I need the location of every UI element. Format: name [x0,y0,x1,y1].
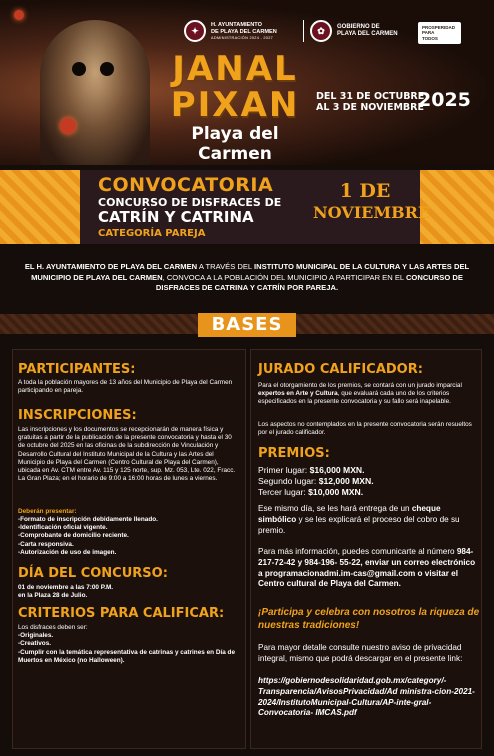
cheque-text [258,504,478,536]
criterios-title: CRITERIOS PARA CALIFICAR: [18,606,225,621]
dia-concurso-details [18,584,240,600]
figure-eye-left [72,62,86,76]
ayuntamiento-name-line1: H. AYUNTAMIENTO [211,21,262,28]
catrina-figure-image [40,20,150,165]
jurado-text-2: , que evaluará cada uno de los criterios especificados en la presente convocatoria y su fallo será inapelable. [258,390,451,406]
event-dates-line2: AL 3 DE NOVIEMBRE [316,102,424,113]
contest-date-day: 1 DE [339,180,391,202]
figure-eye-right [100,62,114,76]
premio-amount: $16,000 MXN. [309,465,365,475]
contest-date-month: NOVIEMBRE [313,203,431,222]
ayuntamiento-admin-period: ADMINISTRACIÓN 2024 - 2027 [211,35,274,40]
intro-bold-1: EL H. AYUNTAMIENTO DE PLAYA DEL CARMEN [24,262,198,271]
ayuntamiento-logo [184,20,277,42]
intro-paragraph [22,262,472,294]
premio-item [258,487,476,498]
title-pixan: PIXAN [170,85,300,125]
criterio-item: -Originales. [18,632,54,640]
event-dates-line1: DEL 31 DE OCTUBRE [316,91,425,102]
gobierno-name-line2: PLAYA DEL CARMEN [337,31,398,37]
event-dates [316,91,424,113]
cheque-bold: cheque simbólico [258,504,441,524]
premio-label: Primer lugar: [258,465,310,475]
criterios-list [18,624,240,665]
criterio-item: -Creativos. [18,640,52,648]
intro-text-1: A TRAVÉS DEL [197,262,254,271]
aviso-privacidad-link[interactable]: https://gobiernodesolidaridad.gob.mx/category/-Transparencia/AvisosPrivacidad/Ad ministra-cion-2021-2024/InstitutoMunicipal-Cultura/AP-inte-gral-Convocatoria- IMCAS.pdf [258,676,475,718]
inscripciones-title: INSCRIPCIONES: [18,408,137,423]
dia-concurso-title: DÍA DEL CONCURSO: [18,566,168,581]
flower-decoration [60,118,76,134]
flower-decoration-small [14,10,24,20]
title-janal: JANAL [172,49,298,89]
info-contact: 984-217-72-42 y 984-196- 55-22, enviar un correo electrónico a programacionadmi.im-cas@gmail.com o visitar el Centro cultural de Playa del Carmen. [258,547,476,589]
gobierno-logo [310,20,398,42]
requisitos-title: Deberán presentar: [18,508,77,515]
jurado-experts: expertos en Arte y Cultura [258,390,338,398]
info-text-1: Para más información, puedes comunicarte al número [258,547,457,556]
premio-amount: $12,000 MXN. [318,476,374,486]
ayuntamiento-seal-icon: ✦ [184,20,206,42]
requisito-item: -Autorización de uso de imagen. [18,548,117,556]
ayuntamiento-name-line2: DE PLAYA DEL CARMEN [211,28,277,35]
jurado-title: JURADO CALIFICADOR: [258,362,423,377]
title-city: Playa del Carmen [191,124,279,164]
premio-item [258,476,476,487]
intro-text-2: , CONVOCA A LA POBLACIÓN DEL MUNICIPIO A PARTICIPAR EN EL [162,272,406,282]
intro-bold-3: CONCURSO DE DISFRACES DE CATRINA Y CATRÍN POR PAREJA. [155,272,463,293]
gobierno-seal-icon: ✿ [310,20,332,42]
requisito-item: -Carta responsiva. [18,540,74,548]
aviso-text: Para mayor detalle consulte nuestro aviso de privacidad integral, mismo que podrá descargar en el presente link: [258,643,463,663]
slogan-line1: PROSPERIDAD [422,25,456,30]
premio-item [258,465,476,476]
logo-divider [303,20,304,42]
criterios-intro: Los disfraces deben ser: [18,624,88,631]
event-year: 2025 [418,89,471,111]
jurado-text-1: Para el otorgamiento de los premios, se contará con un jurado imparcial [258,382,462,389]
slogan-line2: PARA [422,30,435,36]
info-text [258,547,478,590]
cheque-text-1: Ese mismo día, se les hará entrega de un [258,504,412,513]
contest-date [313,180,431,224]
slogan-line3: TODOS [422,35,438,41]
requisito-item: -Comprobante de domicilio reciente. [18,532,129,540]
bases-title: BASES [198,313,296,337]
jurado-text-2-paragraph: Los aspectos no contemplados en la presente convocatoria serán resueltos por el jurado calificador. [258,421,472,437]
premio-label: Segundo lugar: [258,476,319,486]
premio-label: Tercer lugar: [258,487,309,497]
premios-list [258,465,476,498]
slogan-badge [418,22,461,44]
criterio-item: -Cumplir con la temática representativa de catrinas y catrines en Día de Muertos en México (no Halloween). [18,648,236,664]
dia-concurso-line1: 01 de noviembre a las 7:00 P.M. [18,584,114,591]
cheque-text-2: y se les explicará el proceso del cobro de su premio. [258,514,460,535]
premio-amount: $10,000 MXN. [308,487,364,497]
gobierno-name-line1: GOBIERNO DE [337,23,380,30]
requisito-item: -Formato de inscripción debidamente llenado. [18,516,158,523]
inscripciones-text: Las inscripciones y los documentos se recepcionarán de manera física y gratuitas a partir de la publicación de la presente convocatoria y hasta el 30 de octubre del 2025 en las oficinas de la subdirección de Vinculación y Desarrollo Cultural del Instituto Municipal de la Cultura y las Artes del Municipio de Playa del Carmen (Centro Cultural de Playa del Carmen), ubicada en Av. CTM entre Av. 115 y 125 norte, sup. Mz. 053, Lte. 022, Fracc. La Gran Plaza; en el horario de 9:00 a 16:00 horas de lunes a viernes. [18,426,236,483]
intro-bold-2: INSTITUTO MUNICIPAL DE LA CULTURA Y LAS ARTES DEL MUNICIPIO DE PLAYA DEL CARMEN [31,262,470,282]
participantes-text: A toda la población mayores de 13 años del Municipio de Playa del Carmen participando en pareja. [18,379,233,395]
convocatoria-title: CONVOCATORIA [98,174,274,196]
dia-concurso-line2: en la Plaza 28 de Julio. [18,592,88,600]
jurado-text [258,382,476,407]
convocatoria-line2: CATRÍN Y CATRINA [98,208,254,226]
premios-title: PREMIOS: [258,446,330,461]
participantes-title: PARTICIPANTES: [18,362,136,377]
convocatoria-category: CATEGORÍA PAREJA [98,228,206,239]
call-to-action: ¡Participa y celebra con nosotros la riqueza de nuestras tradiciones! [258,607,480,631]
requisitos-list [18,516,240,557]
convocatoria-line1: CONCURSO DE DISFRACES DE [98,196,282,209]
requisito-item: -Identificación oficial vigente. [18,524,108,532]
